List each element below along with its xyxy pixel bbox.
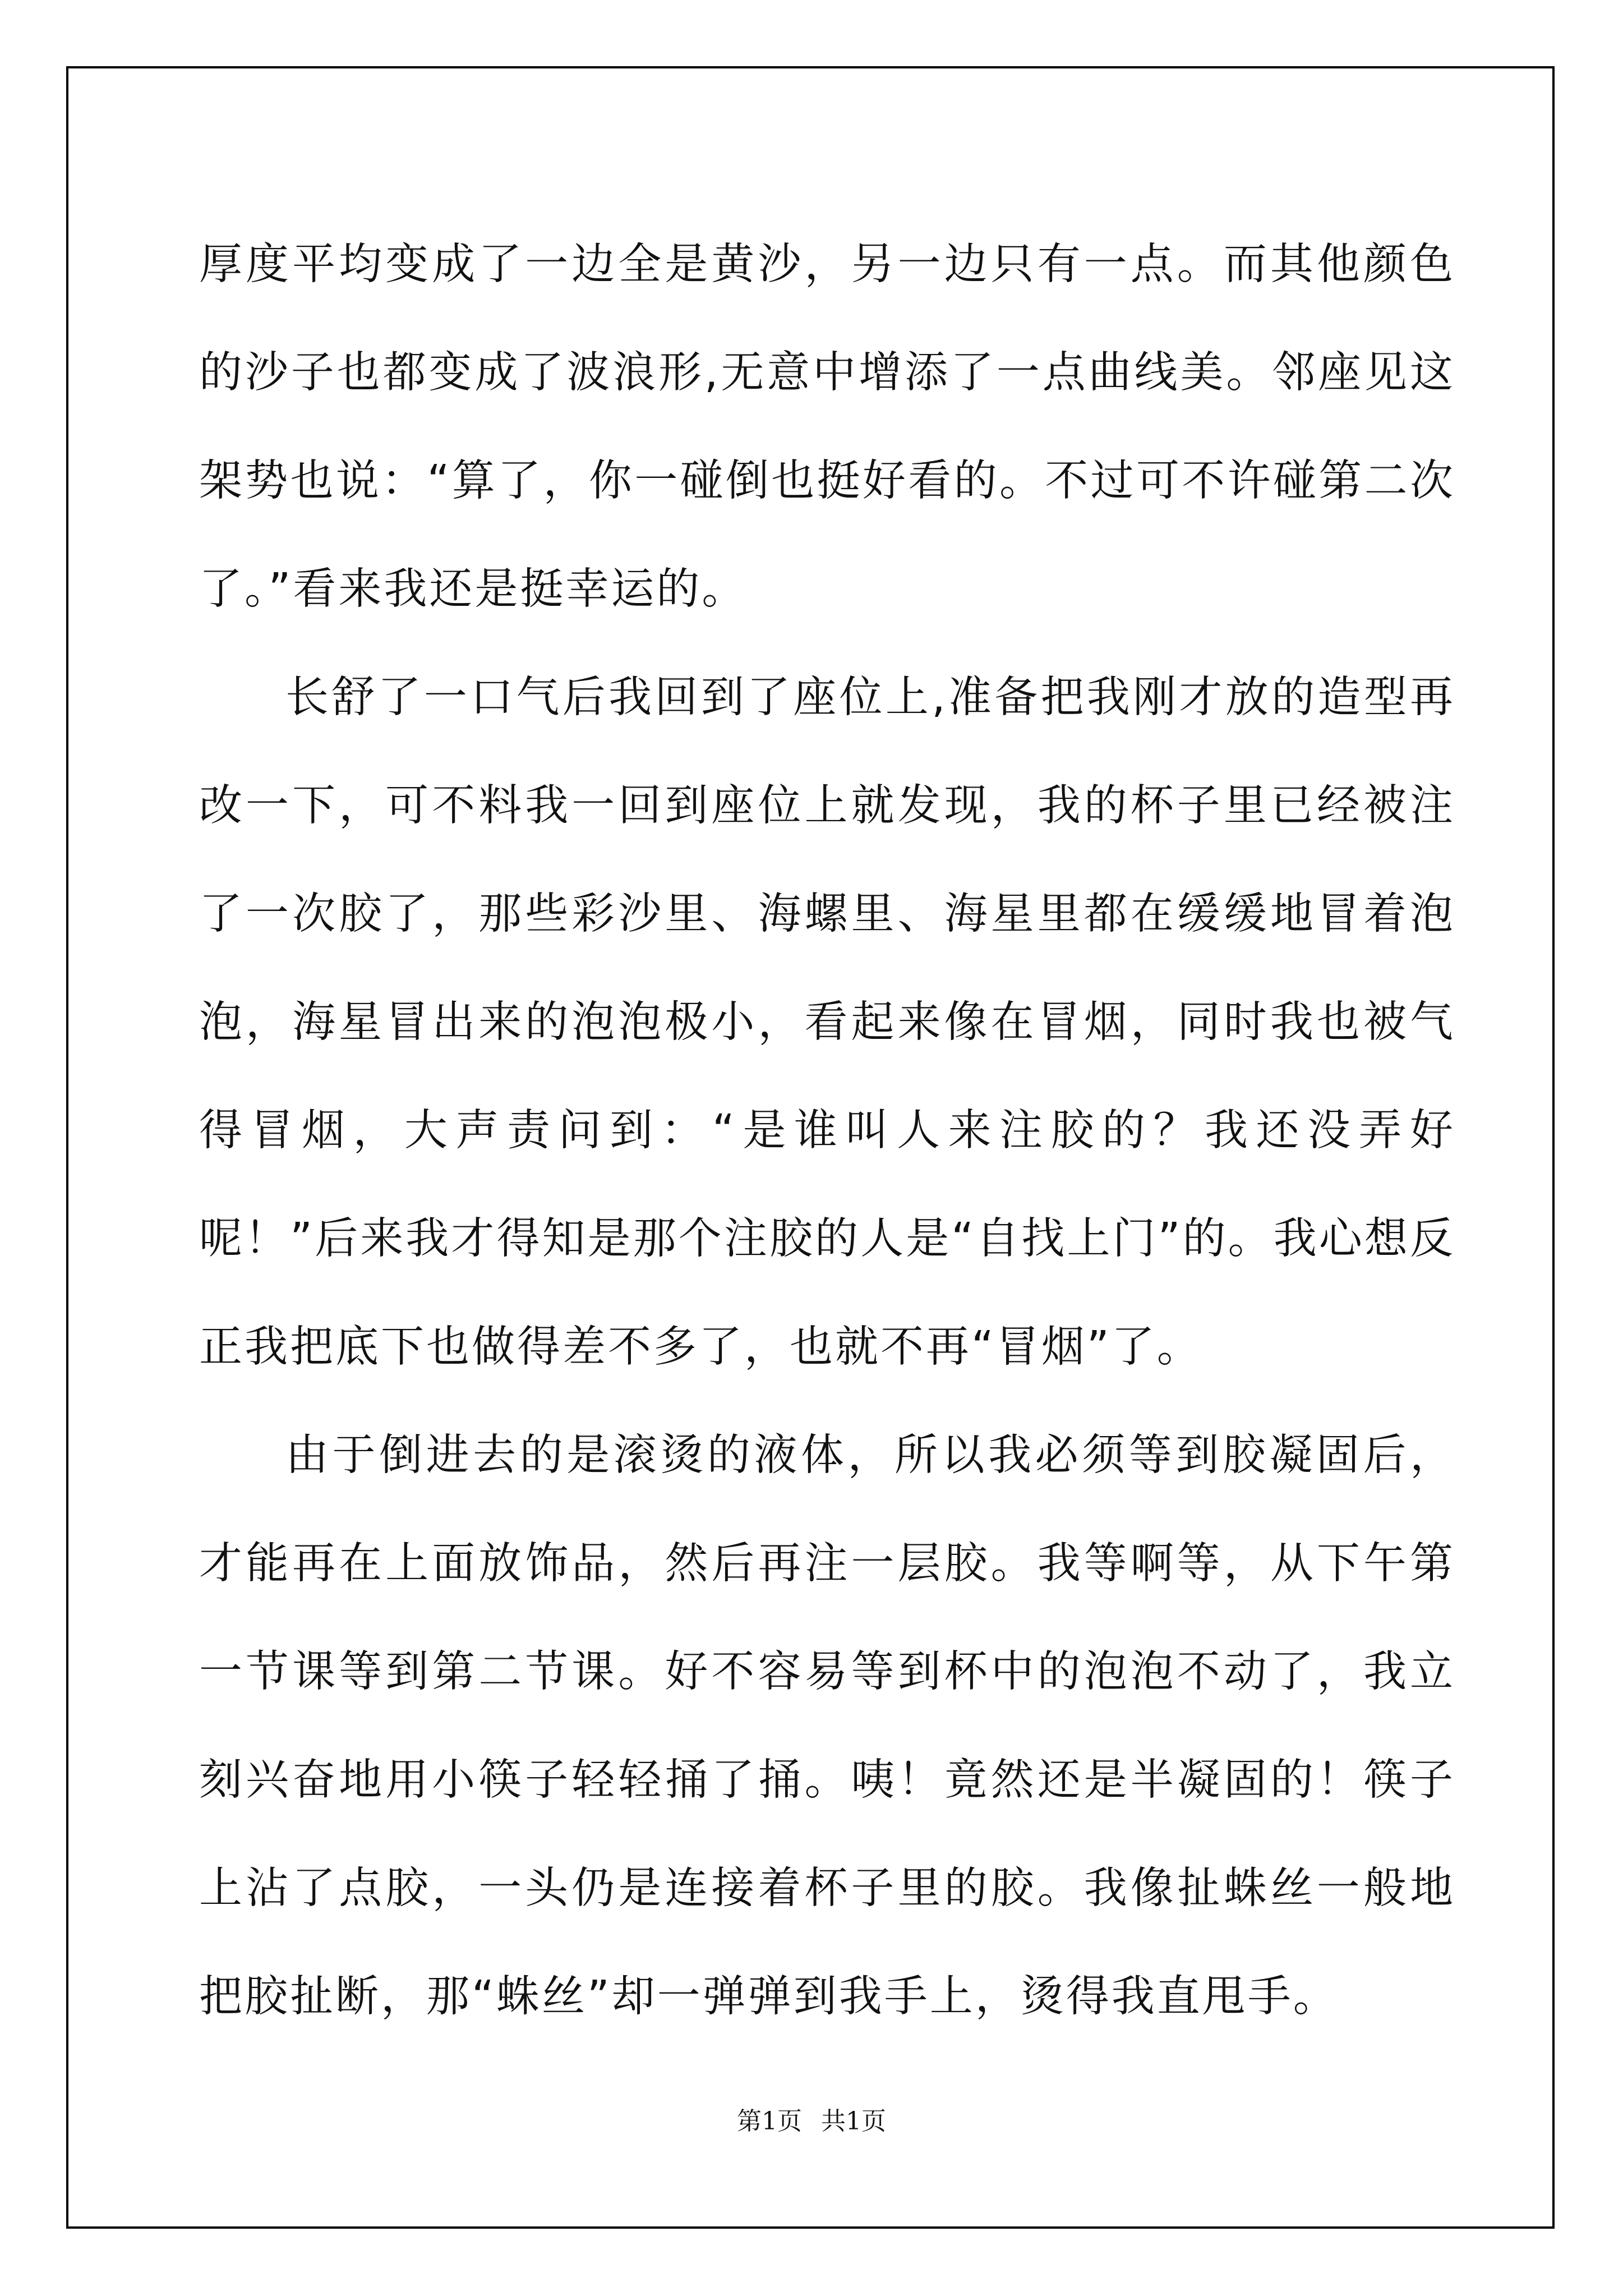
paragraph-3: 由于倒进去的是滚烫的液体，所以我必须等到胶凝固后，才能再在上面放饰品，然后再注一层胶。我等啊等，从下午第一节课等到第二节课。好不容易等到杯中的泡泡不动了，我立刻兴奋地用小筷子轻轻捅了捅。咦！竟然还是半凝固的！筷子上沾了点胶，一头仍是连接着杯子里的胶。我像扯蛛丝一般地把胶扯断，那“蛛丝”却一弹弹到我手上，烫得我直甩手。 xyxy=(199,1430,1455,2022)
paragraph-2: 长舒了一口气后我回到了座位上,准备把我刚才放的造型再改一下，可不料我一回到座位上就发现，我的杯子里已经被注了一次胶了，那些彩沙里、海螺里、海星里都在缓缓地冒着泡泡，海星冒出来的泡泡极小，看起来像在冒烟，同时我也被气得冒烟，大声责问到：“是谁叫人来注胶的？我还没弄好呢！”后来我才得知是那个注胶的人是“自找上门”的。我心想反正我把底下也做得差不多了，也就不再“冒烟”了。 xyxy=(199,673,1455,1372)
document-body xyxy=(199,210,1455,2051)
page-total: 共1页 xyxy=(821,2107,886,2136)
paragraph-1: 厚度平均变成了一边全是黄沙，另一边只有一点。而其他颜色的沙子也都变成了波浪形,无意中增添了一点曲线美。邻座见这架势也说：“算了，你一碰倒也挺好看的。不过可不许碰第二次了。”看来我还是挺幸运的。 xyxy=(199,240,1455,614)
page-number: 第1页 xyxy=(737,2107,802,2136)
page-footer xyxy=(0,2101,1623,2137)
